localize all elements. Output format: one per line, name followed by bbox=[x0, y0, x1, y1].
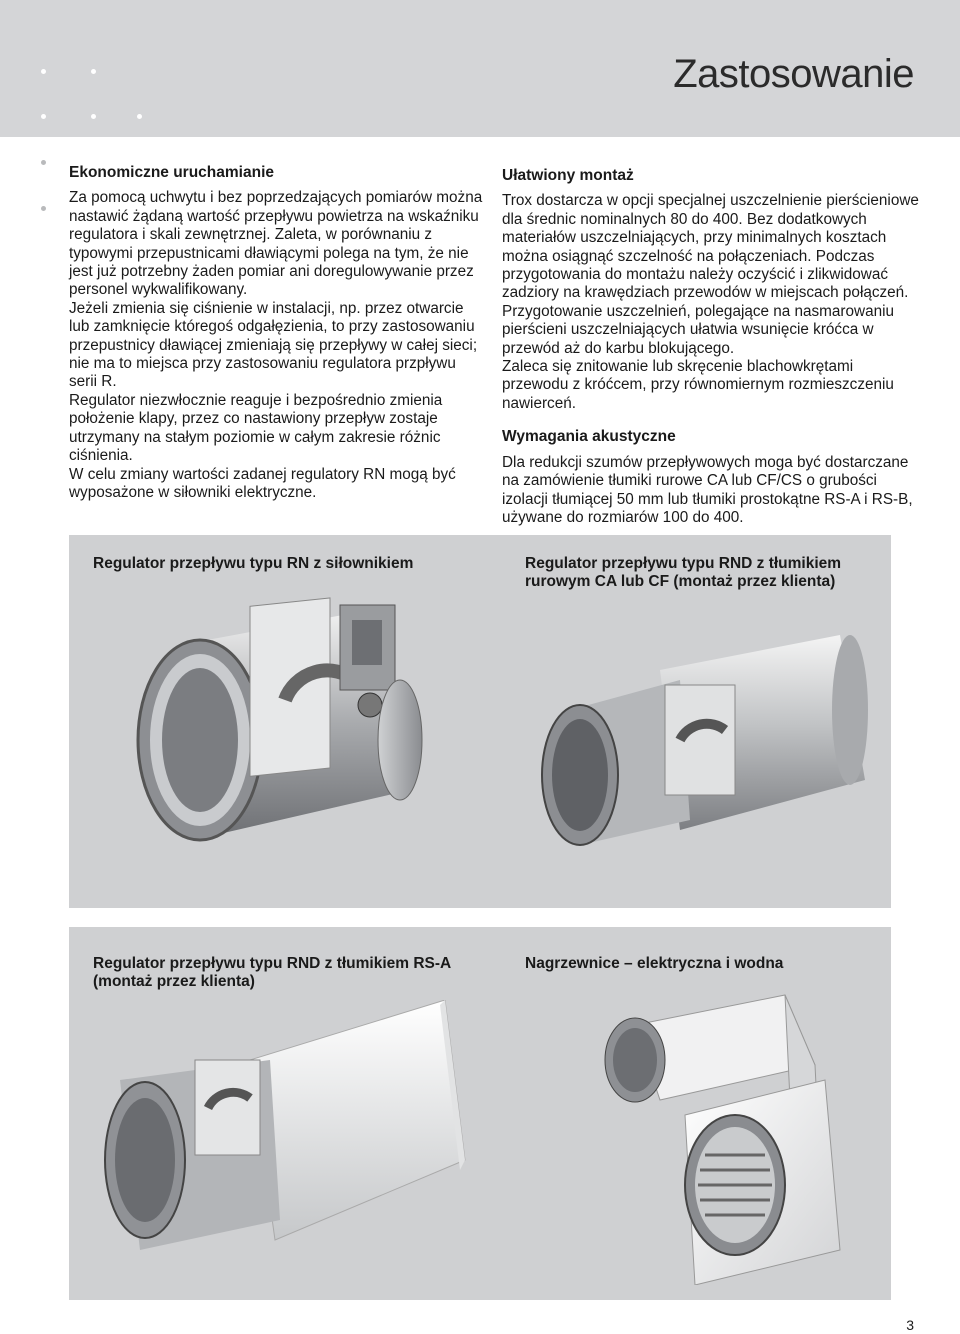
section-heading: Wymagania akustyczne bbox=[502, 428, 676, 446]
decor-dot bbox=[41, 114, 46, 119]
decor-dot bbox=[41, 69, 46, 74]
paragraph: W celu zmiany wartości zadanej regulatory RN mogą być wyposażone w siłowniki elektryczne. bbox=[69, 465, 456, 501]
paragraph: Regulator niezwłocznie reaguje i bezpośrednio zmienia położenie klapy, przez co nastawiony przepływ zostaje utrzymany na stałym poziomie w całym zakresie różnic ciśnienia. bbox=[69, 391, 443, 465]
figure-caption: Nagrzewnice – elektryczna i wodna bbox=[525, 955, 784, 972]
decor-dot bbox=[91, 69, 96, 74]
paragraph: Za pomocą uchwytu i bez poprzedzających pomiarów można nastawić żądaną wartość przepływu powietrza na wskaźniku regulatora i skali zewnętrznej. Zaleta, w porównaniu z typowymi przepustnicami dławiącymi polega na tym, że nie jest już potrzebny żaden pomiar ani doregulowywanie przez personel wykwalifikowany. bbox=[69, 189, 483, 299]
figure-caption: Regulator przepływu typu RND z tłumikiem rurowym CA lub CF (montaż przez klienta) bbox=[525, 555, 842, 590]
section-heading: Ekonomiczne uruchamianie bbox=[69, 164, 274, 181]
paragraph: Trox dostarcza w opcji specjalnej uszczelnienie pierścieniowe dla średnic nominalnych 80 do 400. Bez dodatkowych materiałów uszczelniających, przy minimalnych kosztach można osiągnąć szczelność na połączeniach. Podczas przygotowania do montażu należy oczyścić i zlikwidować zadziory na krawędziach przewodów w miejscach połączeń. Przygotowanie uszczelnień, polegające na nasmarowaniu pierścieni uszczelniających ułatwia wsunięcie króćca w przewód aż do karbu blokującego. bbox=[502, 192, 919, 357]
paragraph: Zaleca się znitowanie lub skręcenie blachowkrętami przewodu z króćcem, przy równomiernym rozmieszczeniu nawierceń. bbox=[502, 358, 894, 412]
heaters-illustration bbox=[575, 985, 875, 1285]
figure-caption: Regulator przepływu typu RN z siłownikiem bbox=[93, 555, 414, 572]
page-number: 3 bbox=[906, 1317, 914, 1333]
figure-caption: Regulator przepływu typu RND z tłumikiem RS-A (montaż przez klienta) bbox=[93, 955, 451, 990]
section-heading: Ułatwiony montaż bbox=[502, 167, 634, 184]
left-column bbox=[69, 164, 487, 502]
rn-regulator-illustration bbox=[120, 590, 450, 850]
right-column bbox=[502, 167, 920, 527]
decor-dot bbox=[41, 206, 46, 211]
rnd-rectangular-silencer-illustration bbox=[100, 1000, 470, 1260]
page-title: Zastosowanie bbox=[673, 52, 914, 96]
rnd-round-silencer-illustration bbox=[540, 630, 870, 850]
paragraph: Jeżeli zmienia się ciśnienie w instalacji, np. przez otwarcie lub zamknięcie któregoś odgałęzienia, to przy zastosowaniu przepustnicy dławiącej zmieniają się przepływy w całej sieci; nie ma to miejsca przy zastosowaniu regulatora przpływu serii R. bbox=[69, 299, 478, 391]
paragraph: Dla redukcji szumów przepływowych moga być dostarczane na zamówienie tłumiki rurowe CA lub CF/CS o grubości izolacji tłumiącej 50 mm lub tłumiki prostokątne RS-A i RS-B, używane do rozmiarów 100 do 400. bbox=[502, 453, 913, 526]
decor-dot bbox=[91, 114, 96, 119]
decor-dot bbox=[41, 160, 46, 165]
decor-dot bbox=[137, 114, 142, 119]
